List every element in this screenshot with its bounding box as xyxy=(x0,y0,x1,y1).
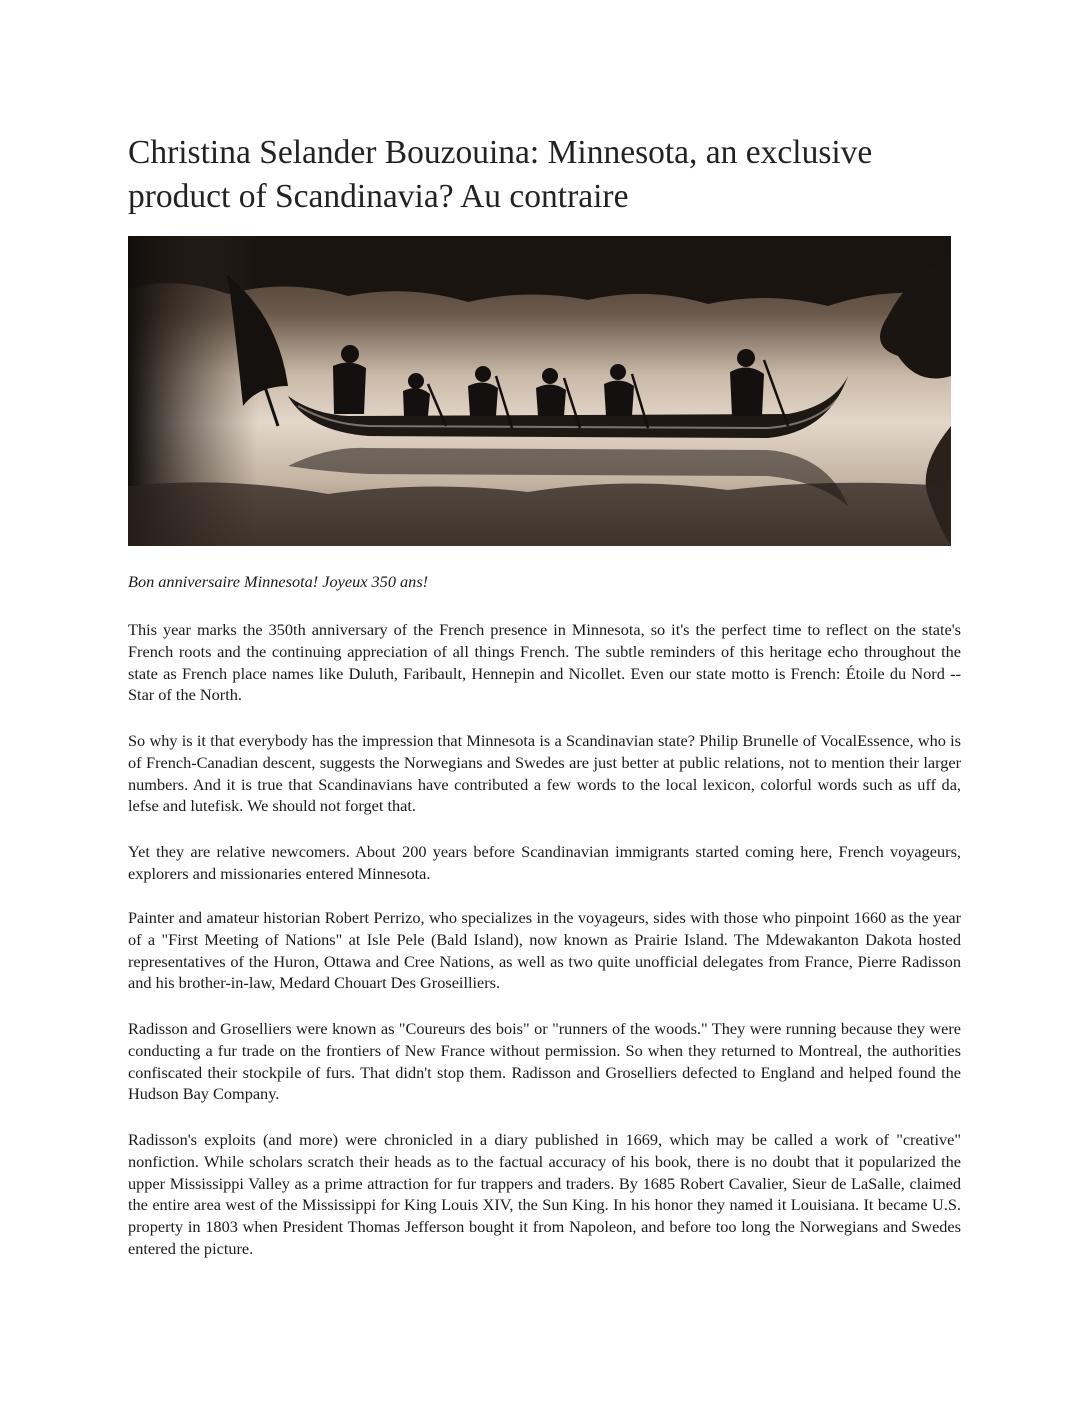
article-title: Christina Selander Bouzouina: Minnesota, an exclusive product of Scandinavia? Au contraire xyxy=(128,134,873,215)
body-paragraph: Painter and amateur historian Robert Perrizo, who specializes in the voyageurs, sides with those who pinpoint 1660 as the year of a "First Meeting of Nations" at Isle Pele (Bald Island), now known as Prairie Island. The Mdewakanton Dakota hosted representatives of the Huron, Ottawa and Cree Nations, as well as two quite unofficial delegates from France, Pierre Radisson and his brother-in-law, Medard Chouart Des Groseilliers. xyxy=(128,908,961,993)
photo-caption: Bon anniversaire Minnesota! Joyeux 350 ans! xyxy=(128,572,429,591)
canoe-photo xyxy=(128,236,951,546)
body-paragraph: So why is it that everybody has the impression that Minnesota is a Scandinavian state? Philip Brunelle of VocalEssence, who is of French-Canadian descent, suggests the Norwegians and Swedes are just better at public relations, not to mention their larger numbers. And it is true that Scandinavians have contributed a few words to the local lexicon, colorful words such as uff da, lefse and lutefisk. We should not forget that. xyxy=(128,731,961,816)
body-paragraph: Radisson and Groselliers were known as "Coureurs des bois" or "runners of the woods." They were running because they were conducting a fur trade on the frontiers of New France without permission. So when they returned to Montreal, the authorities confiscated their stockpile of furs. That didn't stop them. Radisson and Groselliers defected to England and helped found the Hudson Bay Company. xyxy=(128,1019,961,1104)
body-paragraph: This year marks the 350th anniversary of the French presence in Minnesota, so it's the perfect time to reflect on the state's French roots and the continuing appreciation of all things French. The subtle reminders of this heritage echo throughout the state as French place names like Duluth, Faribault, Hennepin and Nicollet. Even our state motto is French: Étoile du Nord -- Star of the North. xyxy=(128,620,961,705)
body-paragraph: Yet they are relative newcomers. About 200 years before Scandinavian immigrants started coming here, French voyageurs, explorers and missionaries entered Minnesota. xyxy=(128,842,961,883)
body-paragraph: Radisson's exploits (and more) were chronicled in a diary published in 1669, which may be called a work of "creative" nonfiction. While scholars scratch their heads as to the factual accuracy of his book, there is no doubt that it popularized the upper Mississippi Valley as a prime attraction for fur trappers and traders. By 1685 Robert Cavalier, Sieur de LaSalle, claimed the entire area west of the Mississippi for King Louis XIV, the Sun King. In his honor they named it Louisiana. It became U.S. property in 1803 when President Thomas Jefferson bought it from Napoleon, and before too long the Norwegians and Swedes entered the picture. xyxy=(128,1130,961,1258)
